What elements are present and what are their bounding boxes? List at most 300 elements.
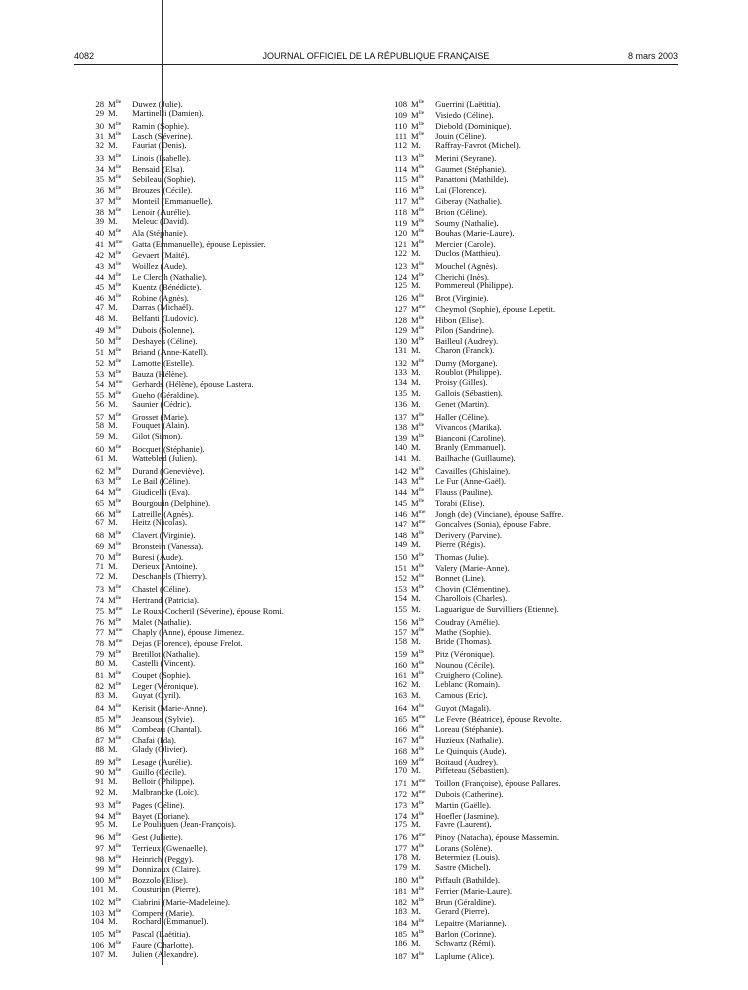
entry-number: 86: [95, 724, 104, 735]
list-item: [385, 819, 685, 830]
person-name: Vivancos (Marika).: [435, 422, 502, 433]
entry-number: 127: [394, 303, 407, 314]
civility-superscript: lle: [418, 627, 425, 634]
civility-base: M: [108, 99, 116, 109]
civility-superscript: lle: [115, 497, 122, 504]
entry-number: 128: [394, 314, 407, 325]
person-name: Loreau (Stéphanie).: [435, 724, 504, 735]
entry-number: 111: [394, 131, 407, 142]
civility-superscript: lle: [418, 411, 425, 418]
civility-base: M: [411, 659, 419, 670]
person-name: Haller (Céline).: [435, 411, 490, 422]
list-item: [82, 129, 372, 140]
entry-number: 90: [95, 767, 104, 778]
person-name: Heitz (Nicolas).: [132, 517, 188, 528]
list-item: [385, 496, 685, 507]
civility-base: M: [411, 163, 419, 174]
civility-superscript: lle: [115, 832, 122, 839]
list-item: [385, 291, 685, 302]
entry-number: 169: [394, 756, 407, 767]
civility-base: M.: [108, 140, 118, 151]
civility-title: [108, 561, 130, 572]
person-name: Nounou (Cécile).: [435, 659, 495, 670]
entry-number: 58: [95, 420, 104, 431]
civility-base: M: [108, 756, 116, 767]
person-name: Malet (Nathalie).: [132, 616, 192, 627]
civility-base: M: [411, 325, 419, 336]
list-item: [82, 798, 372, 809]
entry-number: 170: [394, 765, 407, 776]
entry-number: 159: [394, 648, 407, 659]
entry-number: 57: [95, 411, 104, 422]
civility-superscript: lle: [418, 163, 425, 170]
entry-number: 35: [95, 174, 104, 185]
person-name: Pierre (Régis).: [435, 539, 486, 550]
civility-superscript: lle: [115, 271, 122, 278]
entry-number: 120: [394, 228, 407, 239]
entry-number: 69: [95, 541, 104, 552]
entry-number: 47: [95, 301, 104, 312]
list-item: [385, 615, 685, 626]
list-item: [385, 809, 685, 820]
civility-superscript: lle: [115, 939, 122, 946]
entry-number: 185: [394, 929, 407, 940]
entry-number: 162: [394, 679, 407, 690]
list-item: [385, 313, 685, 324]
list-item: [82, 216, 372, 227]
entry-number: 164: [394, 702, 407, 713]
civility-base: M.: [411, 592, 421, 603]
list-item: [82, 248, 372, 259]
list-item: [385, 539, 685, 550]
entry-number: 53: [95, 368, 104, 379]
person-name: Duwez (Julie).: [132, 99, 183, 109]
civility-base: M: [108, 271, 116, 282]
entry-number: 180: [394, 875, 407, 886]
person-name: Bensaid (Elsa).: [132, 163, 185, 174]
civility-title: [411, 949, 433, 962]
entry-number: 112: [394, 140, 407, 151]
civility-base: M.: [108, 312, 118, 323]
civility-superscript: lle: [418, 584, 425, 591]
list-item: [82, 561, 372, 572]
entry-number: 133: [394, 366, 407, 377]
list-item: [385, 345, 685, 356]
person-name: Guillo (Cécile).: [132, 767, 187, 778]
entry-number: 37: [95, 196, 104, 207]
person-name: Piffeteau (Sébastien).: [435, 765, 509, 776]
civility-superscript: lle: [115, 724, 122, 731]
civility-title: [411, 679, 433, 690]
civility-base: M.: [411, 679, 421, 690]
entry-number: 80: [95, 657, 104, 668]
civility-title: [411, 852, 433, 863]
person-name: Bronstein (Vanessa).: [132, 541, 204, 552]
entry-number: 103: [91, 907, 104, 918]
person-name: Monteil (Emmanuelle).: [132, 196, 213, 207]
list-item: [385, 356, 685, 367]
list-item: [82, 205, 372, 216]
civility-base: M: [108, 497, 116, 508]
civility-superscript: lle: [418, 562, 425, 569]
person-name: Brot (Virginie).: [435, 293, 489, 304]
list-item: [82, 280, 372, 291]
civility-title: [411, 593, 433, 604]
person-name: Flauss (Pauline).: [435, 487, 493, 498]
entry-number: 156: [394, 616, 407, 627]
civility-superscript: lle: [418, 929, 425, 936]
person-name: Proisy (Gilles).: [435, 377, 488, 388]
person-name: Gilot (Simon).: [132, 431, 183, 442]
person-name: Fouquet (Alain).: [132, 420, 190, 431]
entry-number: 125: [394, 280, 407, 291]
civility-base: M.: [108, 560, 118, 571]
list-item: [82, 809, 372, 820]
list-item: [82, 658, 372, 669]
entry-number: 163: [394, 689, 407, 700]
civility-superscript: lle: [115, 131, 122, 138]
entry-number: 84: [95, 702, 104, 713]
civility-superscript: lle: [418, 152, 425, 159]
civility-superscript: lle: [115, 390, 122, 397]
civility-base: M.: [108, 571, 118, 582]
person-name: Genet (Martin).: [435, 398, 490, 409]
page-number: 4082: [74, 51, 95, 61]
civility-superscript: lle: [115, 152, 122, 159]
person-name: Gerard (Pierre).: [435, 905, 490, 916]
person-name: Ciabrini (Marie-Madeleine).: [132, 896, 230, 907]
list-item: [82, 442, 372, 453]
list-item: [82, 841, 372, 852]
list-item: [82, 464, 372, 475]
civility-base: M: [108, 390, 116, 401]
civility-base: M: [108, 530, 116, 541]
civility-base: M.: [108, 301, 118, 312]
person-name: Lesage (Aurélie).: [132, 756, 193, 767]
person-name: Merini (Seyrane).: [435, 152, 497, 163]
civility-title: [411, 819, 433, 830]
entry-number: 184: [394, 918, 407, 929]
entry-number: 59: [95, 431, 104, 442]
civility-base: M: [411, 896, 419, 907]
civility-base: M: [108, 465, 116, 476]
civility-superscript: lle: [418, 896, 425, 903]
list-item: [385, 474, 685, 485]
civility-superscript: lle: [115, 907, 122, 914]
civility-superscript: lle: [418, 174, 425, 181]
list-item: [385, 744, 685, 755]
list-item: [82, 916, 372, 927]
entry-number: 108: [394, 99, 407, 109]
entry-number: 40: [95, 228, 104, 239]
entry-number: 38: [95, 206, 104, 217]
entry-number: 154: [394, 592, 407, 603]
entry-number: 122: [394, 247, 407, 258]
civility-title: [108, 819, 130, 830]
entry-number: 104: [91, 916, 104, 927]
list-item: [385, 712, 685, 723]
list-item: [82, 313, 372, 324]
civility-base: M: [411, 573, 419, 584]
list-item: [385, 916, 685, 927]
list-item: [82, 194, 372, 205]
civility-base: M: [108, 120, 116, 131]
entry-number: 63: [95, 476, 104, 487]
person-name: Mouchel (Agnès).: [435, 260, 498, 271]
entry-number: 118: [394, 206, 407, 217]
entry-number: 167: [394, 735, 407, 746]
civility-base: M: [108, 163, 116, 174]
person-name: Sebileau (Sophie).: [132, 174, 196, 185]
civility-base: M: [411, 799, 419, 810]
list-item: [385, 485, 685, 496]
civility-superscript: lle: [115, 228, 122, 235]
list-item: [385, 647, 685, 658]
civility-base: M: [411, 724, 419, 735]
civility-title: [108, 453, 130, 464]
civility-base: M.: [108, 657, 118, 668]
person-name: Cherichi (Inès).: [435, 271, 490, 282]
list-item: [82, 270, 372, 281]
list-item: [82, 862, 372, 873]
person-name: Bocquet (Stéphanie).: [132, 444, 205, 454]
civility-superscript: lle: [418, 659, 425, 666]
person-name: Le Quinquis (Aude).: [435, 745, 507, 756]
civility-superscript: lle: [115, 465, 122, 472]
civility-superscript: me: [418, 713, 426, 720]
list-item: [82, 97, 372, 108]
person-name: Donnizaux (Claire).: [132, 864, 201, 875]
civility-base: M.: [411, 539, 421, 550]
person-name: Torabi (Elise).: [435, 497, 485, 508]
civility-base: M: [108, 929, 116, 940]
civility-title: [411, 248, 433, 259]
civility-superscript: lle: [418, 724, 425, 731]
left-column: [82, 97, 372, 960]
civility-base: M.: [411, 819, 421, 830]
civility-title: [411, 377, 433, 388]
civility-superscript: lle: [418, 476, 425, 483]
list-item: [385, 162, 685, 173]
person-name: Robine (Agnès).: [132, 293, 189, 304]
civility-superscript: lle: [418, 99, 425, 105]
civility-base: M: [108, 346, 116, 357]
civility-base: M.: [108, 431, 118, 442]
civility-base: M: [411, 508, 419, 519]
person-name: Pinoy (Natacha), épouse Massemin.: [435, 832, 560, 843]
civility-superscript: lle: [115, 293, 122, 300]
civility-base: M: [411, 293, 419, 304]
civility-superscript: lle: [418, 325, 425, 332]
entry-number: 82: [95, 681, 104, 692]
entry-number: 83: [95, 689, 104, 700]
person-name: Betermiez (Louis).: [435, 851, 501, 862]
person-name: Thomas (Julie).: [435, 551, 489, 562]
entry-number: 142: [394, 465, 407, 476]
civility-title: [108, 658, 130, 669]
person-name: Martinelli (Damien).: [132, 107, 204, 118]
entry-number: 131: [394, 344, 407, 355]
list-item: [82, 410, 372, 421]
civility-superscript: lle: [115, 174, 122, 181]
civility-base: M: [108, 379, 116, 390]
civility-base: M: [108, 131, 116, 142]
person-name: Le Clerc'h (Nathalie).: [132, 271, 207, 282]
civility-superscript: lle: [115, 368, 122, 375]
civility-base: M: [108, 594, 116, 605]
entry-number: 92: [95, 787, 104, 797]
list-item: [82, 895, 372, 906]
civility-base: M.: [108, 743, 118, 754]
list-item: [385, 302, 685, 313]
civility-base: M: [411, 875, 419, 886]
list-item: [385, 205, 685, 216]
person-name: Giberay (Nathalie).: [435, 196, 502, 207]
list-item: [385, 841, 685, 852]
entry-number: 39: [95, 215, 104, 226]
civility-base: M.: [411, 366, 421, 377]
list-item: [82, 291, 372, 302]
civility-title: [108, 776, 130, 787]
person-name: Bianconi (Caroline).: [435, 433, 506, 444]
civility-superscript: me: [115, 605, 123, 612]
entry-number: 107: [91, 948, 104, 959]
civility-title: [108, 302, 130, 313]
list-item: [385, 906, 685, 917]
civility-base: M.: [108, 689, 118, 700]
civility-base: M: [411, 422, 419, 433]
entry-number: 106: [91, 939, 104, 950]
list-item: [385, 927, 685, 938]
civility-base: M: [411, 260, 419, 271]
civility-base: M: [411, 735, 419, 746]
civility-base: M.: [108, 420, 118, 431]
civility-superscript: lle: [418, 271, 425, 278]
civility-base: M: [411, 842, 419, 853]
entry-number: 81: [95, 670, 104, 681]
person-name: Brion (Céline).: [435, 206, 488, 217]
civility-base: M.: [108, 916, 118, 927]
list-item: [82, 237, 372, 248]
person-name: Cheymol (Sophie), épouse Lepetit.: [435, 303, 556, 314]
person-name: Jongh (de) (Vinciane), épouse Saffre.: [435, 508, 564, 519]
list-item: [385, 172, 685, 183]
entry-number: 75: [95, 605, 104, 616]
person-name: Giudicelli (Eva).: [132, 487, 190, 498]
person-name: Jouin (Céline).: [435, 131, 487, 142]
civility-base: M: [411, 551, 419, 562]
entry-number: 91: [95, 776, 104, 787]
civility-base: M: [411, 465, 419, 476]
person-name: Charollois (Charles).: [435, 592, 508, 603]
issue-date: 8 mars 2003: [627, 51, 678, 61]
list-item: [82, 668, 372, 679]
journal-title: JOURNAL OFFICIEL DE LA RÉPUBLIQUE FRANÇAISE: [262, 51, 490, 61]
civility-base: M: [411, 530, 419, 541]
list-item: [82, 388, 372, 399]
person-name: Huzieux (Nathalie).: [435, 735, 504, 746]
list-item: [82, 884, 372, 895]
person-name: Rochard (Emmanuel).: [132, 916, 209, 927]
list-item: [82, 765, 372, 776]
entry-number: 46: [95, 293, 104, 304]
civility-base: M: [108, 325, 116, 336]
person-name: Chafai (Ida).: [132, 735, 177, 746]
person-name: Barlon (Corinne).: [435, 929, 497, 940]
civility-superscript: lle: [418, 120, 425, 127]
list-item: [82, 496, 372, 507]
person-name: Gatta (Emmanuelle), épouse Lepissier.: [132, 239, 266, 250]
civility-base: M: [411, 497, 419, 508]
civility-superscript: lle: [115, 411, 122, 418]
civility-title: [411, 906, 433, 917]
person-name: Wattebled (Julien).: [132, 452, 198, 463]
entry-number: 166: [394, 724, 407, 735]
entry-number: 155: [394, 603, 407, 614]
entry-number: 79: [95, 648, 104, 659]
entry-number: 70: [95, 551, 104, 562]
person-name: Bride (Thomas).: [435, 636, 492, 647]
civility-superscript: lle: [418, 648, 425, 655]
list-item: [385, 636, 685, 647]
list-item: [385, 765, 685, 776]
civility-base: M: [411, 228, 419, 239]
person-name: Buresi (Aude).: [132, 551, 184, 562]
list-item: [82, 873, 372, 884]
civility-base: M: [411, 713, 419, 724]
person-name: Compere (Marie).: [132, 907, 195, 918]
entry-number: 48: [95, 312, 104, 323]
list-item: [385, 226, 685, 237]
civility-base: M: [411, 185, 419, 196]
entry-number: 172: [394, 789, 407, 799]
entry-number: 183: [394, 905, 407, 916]
entry-number: 87: [95, 735, 104, 746]
list-item: [82, 647, 372, 658]
civility-base: M: [108, 444, 116, 454]
civility-base: M: [411, 152, 419, 163]
entry-number: 71: [95, 560, 104, 571]
list-item: [385, 507, 685, 518]
list-item: [82, 356, 372, 367]
person-name: Roublot (Philippe).: [435, 366, 502, 377]
civility-title: [411, 862, 433, 873]
entry-number: 34: [95, 163, 104, 174]
civility-base: M.: [411, 388, 421, 399]
person-name: Martin (Gaëlle).: [435, 799, 491, 810]
person-name: Gaumet (Stéphanie).: [435, 163, 507, 174]
person-name: Gueho (Géraldine).: [132, 390, 199, 401]
civility-superscript: me: [418, 778, 426, 785]
entry-number: 175: [394, 819, 407, 830]
civility-title: [108, 420, 130, 431]
civility-superscript: lle: [115, 681, 122, 688]
civility-base: M: [108, 724, 116, 735]
list-item: [82, 906, 372, 917]
entry-number: 36: [95, 185, 104, 196]
entry-number: 137: [394, 411, 407, 422]
list-item: [385, 755, 685, 766]
person-name: Hibon (Elise).: [435, 314, 484, 325]
list-item: [385, 420, 685, 431]
list-item: [385, 701, 685, 712]
civility-base: M: [411, 476, 419, 487]
civility-base: M: [411, 584, 419, 595]
civility-base: M: [108, 939, 116, 950]
civility-base: M: [108, 551, 116, 562]
civility-title: [411, 399, 433, 410]
civility-base: M.: [108, 776, 118, 787]
